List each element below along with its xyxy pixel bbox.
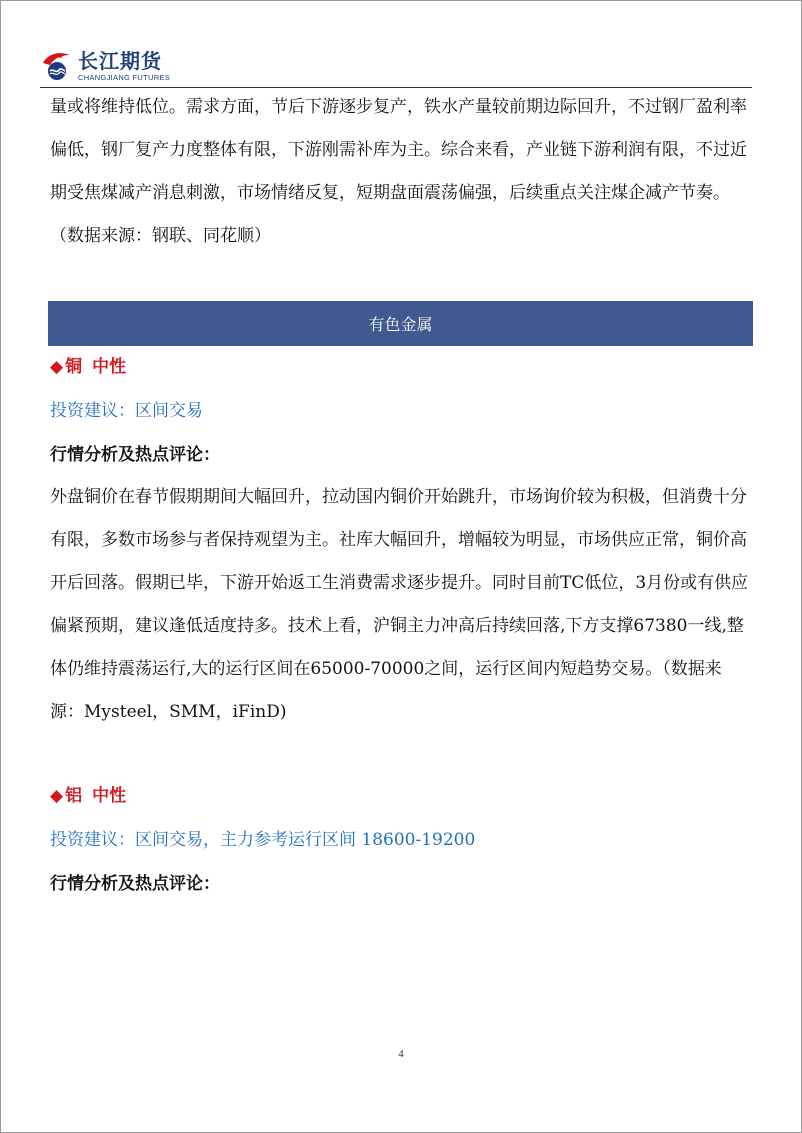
logo-english-name: CHANGJIANG FUTURES: [78, 72, 171, 82]
aluminum-analysis-heading: 行情分析及热点评论：: [50, 874, 220, 894]
copper-title: [50, 353, 126, 381]
aluminum-name: 铝: [65, 786, 83, 806]
logo-chinese-name: 长江期货: [78, 48, 162, 73]
diamond-bullet-icon: ◆: [50, 357, 64, 377]
copper-stance: 中性: [92, 357, 127, 377]
intro-paragraph: 量或将维持低位。需求方面，节后下游逐步复产，铁水产量较前期边际回升，不过钢厂盈利率偏低，钢厂复产力度整体有限，下游刚需补库为主。综合来看，产业链下游利润有限，不过近期受焦煤减产消息刺激，市场情绪反复，短期盘面震荡偏强，后续重点关注煤企减产节奏。（数据来源：钢联、同花顺）: [50, 97, 747, 246]
aluminum-stance: 中性: [92, 786, 127, 806]
aluminum-title: [50, 782, 126, 810]
section-header-nonferrous: [48, 301, 753, 346]
page-header: [40, 46, 752, 88]
copper-advice: 投资建议：区间交易: [50, 401, 203, 421]
aluminum-advice: 投资建议：区间交易，主力参考运行区间 18600-19200: [50, 830, 476, 850]
copper-analysis-heading: 行情分析及热点评论：: [50, 445, 220, 465]
copper-analysis-paragraph: 外盘铜价在春节假期期间大幅回升，拉动国内铜价开始跳升，市场询价较为积极，但消费十分有限，多数市场参与者保持观望为主。社库大幅回升，增幅较为明显，市场供应正常，铜价高开后回落。假期已毕，下游开始返工生消费需求逐步提升。同时目前TC低位，3月份或有供应偏紧预期，建议逢低适度持多。技术上看，沪铜主力冲高后持续回落,下方支撑67380一线,整体仍维持震荡运行,大的运行区间在65000-70000之间，运行区间内短趋势交易。（数据来源：Mysteel，SMM，iFinD): [50, 487, 749, 722]
page-number: 4: [398, 1048, 404, 1060]
diamond-bullet-icon: ◆: [50, 786, 64, 806]
copper-name: 铜: [65, 357, 83, 377]
logo-emblem-icon: [40, 49, 74, 83]
section-title: 有色金属: [368, 315, 433, 334]
company-logo: [40, 46, 170, 86]
